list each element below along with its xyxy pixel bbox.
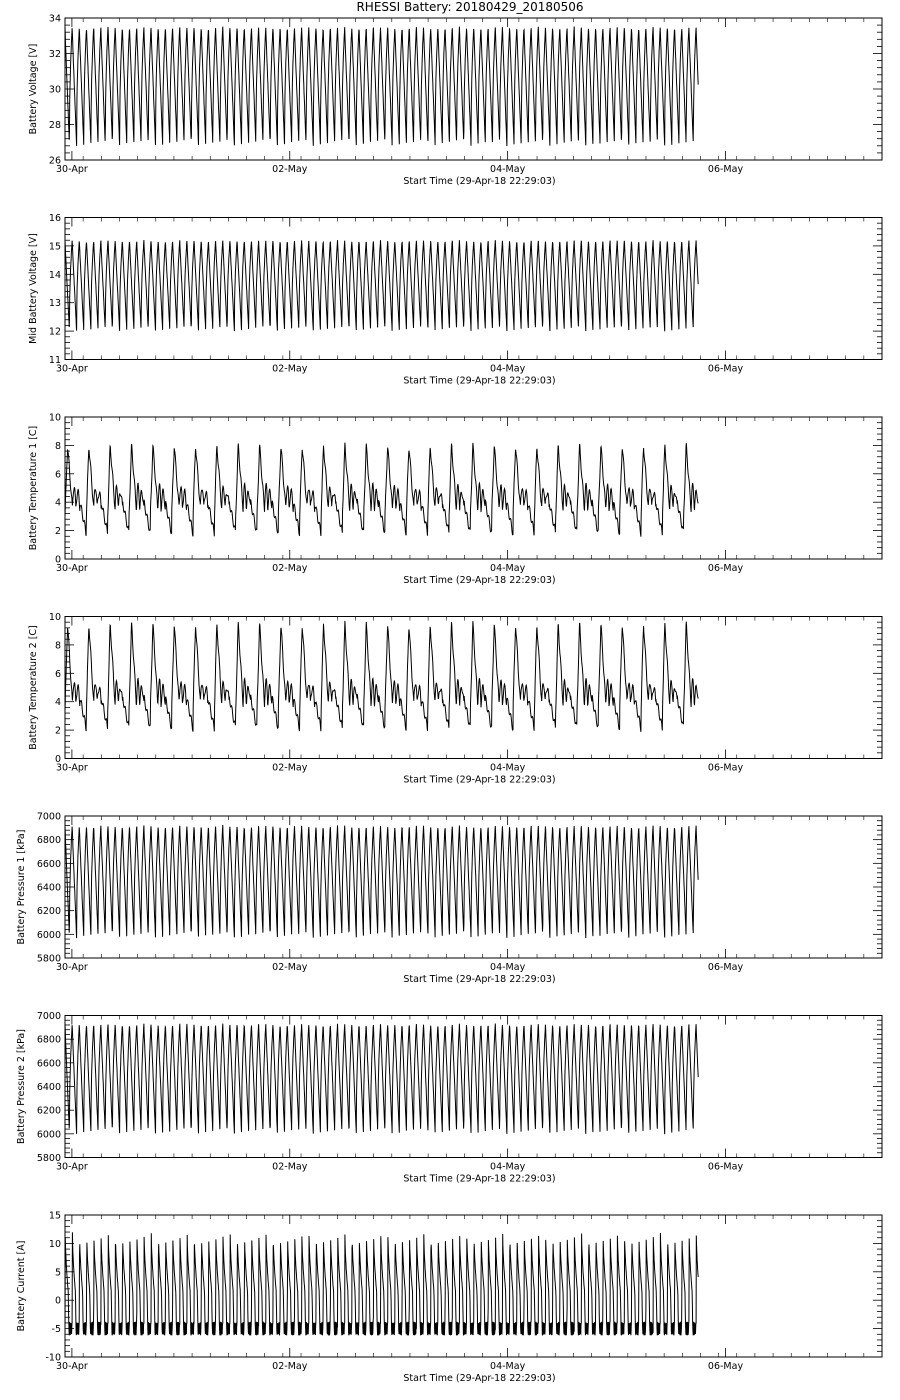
x-axis-label: Start Time (29-Apr-18 22:29:03)	[403, 974, 556, 985]
y-axis-label: Battery Temperature 2 [C]	[28, 625, 39, 750]
y-tick-label: 5	[54, 1267, 61, 1279]
x-axis-label: Start Time (29-Apr-18 22:29:03)	[403, 774, 556, 786]
y-tick-label: -10	[45, 1352, 61, 1364]
series-line	[65, 1024, 698, 1135]
x-tick-label: 02-May	[272, 1361, 308, 1372]
x-tick-label: 06-May	[707, 563, 744, 574]
x-tick-label: 06-May	[707, 1361, 744, 1372]
x-tick-label: 06-May	[707, 363, 744, 375]
y-tick-label: 10	[48, 612, 61, 623]
chart-panel	[28, 14, 882, 188]
y-axis-label: Battery Current [A]	[16, 1240, 27, 1332]
chart-panel	[28, 612, 882, 786]
chart-panel	[16, 812, 882, 986]
x-tick-label: 04-May	[490, 1161, 526, 1173]
x-axis-label: Start Time (29-Apr-18 22:29:03)	[403, 575, 556, 586]
x-tick-label: 06-May	[707, 762, 744, 774]
x-tick-label: 30-Apr	[56, 363, 88, 375]
y-tick-label: 5800	[36, 1153, 61, 1164]
series-line	[65, 621, 698, 732]
y-axis-label: Battery Temperature 1 [C]	[28, 425, 39, 551]
y-axis-label: Battery Voltage [V]	[28, 43, 39, 135]
y-axis-label: Battery Pressure 2 [kPa]	[16, 1029, 27, 1144]
x-tick-label: 06-May	[707, 962, 744, 973]
x-tick-label: 04-May	[490, 164, 526, 175]
series-line	[65, 825, 698, 938]
x-tick-label: 30-Apr	[56, 962, 88, 973]
x-axis-label: Start Time (29-Apr-18 22:29:03)	[403, 1373, 556, 1384]
x-tick-label: 02-May	[272, 563, 308, 574]
y-tick-label: 4	[54, 697, 61, 709]
y-tick-label: 6	[54, 668, 61, 680]
x-tick-label: 30-Apr	[56, 563, 88, 574]
y-tick-label: 0	[54, 1295, 61, 1307]
y-tick-label: 7000	[36, 1011, 61, 1022]
y-axis-label: Mid Battery Voltage [V]	[28, 233, 39, 344]
y-tick-label: 15	[48, 1210, 61, 1222]
y-axis-label: Battery Pressure 1 [kPa]	[16, 829, 27, 945]
series-line	[65, 443, 698, 537]
y-tick-label: 6	[54, 469, 61, 481]
page-title: RHESSI Battery: 20180429_20180506	[356, 0, 584, 14]
y-tick-label: 5800	[36, 953, 61, 965]
y-tick-label: 26	[48, 155, 61, 167]
x-tick-label: 04-May	[490, 762, 526, 774]
chart-panel	[16, 1011, 882, 1185]
chart-panel	[16, 1211, 882, 1385]
y-tick-label: 16	[48, 213, 61, 224]
y-tick-label: 6000	[36, 1129, 61, 1141]
y-tick-label: 6400	[36, 1082, 61, 1093]
y-tick-label: 2	[54, 725, 61, 737]
y-tick-label: 0	[54, 754, 61, 765]
y-tick-label: 15	[48, 241, 61, 253]
y-tick-label: 11	[48, 355, 61, 366]
y-tick-label: 13	[48, 298, 61, 310]
y-tick-label: -5	[51, 1324, 61, 1336]
x-tick-label: 06-May	[707, 164, 744, 175]
x-axis-label: Start Time (29-Apr-18 22:29:03)	[403, 375, 556, 387]
y-tick-label: 6600	[36, 1058, 61, 1070]
x-tick-label: 04-May	[490, 363, 526, 375]
y-tick-label: 6600	[36, 858, 61, 870]
y-tick-label: 6800	[36, 1034, 61, 1046]
x-tick-label: 30-Apr	[56, 762, 88, 774]
y-tick-label: 6800	[36, 835, 61, 847]
x-tick-label: 04-May	[490, 563, 526, 574]
y-tick-label: 28	[48, 120, 61, 131]
y-tick-label: 6400	[36, 882, 61, 894]
y-tick-label: 6200	[36, 1105, 61, 1117]
x-tick-label: 04-May	[490, 1361, 526, 1372]
y-tick-label: 10	[48, 1238, 61, 1250]
plot-frame	[65, 218, 882, 360]
x-tick-label: 04-May	[490, 962, 526, 973]
y-tick-label: 12	[48, 326, 61, 338]
x-tick-label: 06-May	[707, 1161, 744, 1173]
y-tick-label: 6200	[36, 906, 61, 918]
y-tick-label: 30	[48, 84, 61, 96]
y-tick-label: 0	[54, 554, 61, 566]
x-axis-label: Start Time (29-Apr-18 22:29:03)	[403, 176, 556, 187]
plot-frame	[65, 417, 882, 559]
series-line	[65, 1232, 698, 1335]
series-line	[65, 240, 698, 331]
x-tick-label: 02-May	[272, 962, 308, 973]
y-tick-label: 2	[54, 526, 61, 538]
x-tick-label: 02-May	[272, 363, 308, 375]
x-tick-label: 02-May	[272, 1161, 308, 1173]
y-tick-label: 4	[54, 497, 61, 509]
x-tick-label: 30-Apr	[56, 164, 88, 175]
y-tick-label: 34	[48, 13, 61, 25]
y-tick-label: 8	[54, 440, 61, 452]
series-line	[65, 27, 698, 147]
y-tick-label: 6000	[36, 929, 61, 941]
x-tick-label: 02-May	[272, 164, 308, 175]
y-tick-label: 14	[48, 269, 61, 281]
chart-panel	[28, 213, 882, 387]
y-tick-label: 8	[54, 640, 61, 652]
x-axis-label: Start Time (29-Apr-18 22:29:03)	[403, 1173, 556, 1185]
x-tick-label: 30-Apr	[56, 1361, 88, 1372]
x-tick-label: 02-May	[272, 762, 308, 774]
y-tick-label: 7000	[36, 811, 61, 823]
y-tick-label: 10	[48, 412, 61, 424]
chart-panel	[28, 413, 882, 587]
x-tick-label: 30-Apr	[56, 1161, 88, 1173]
y-tick-label: 32	[48, 49, 61, 60]
